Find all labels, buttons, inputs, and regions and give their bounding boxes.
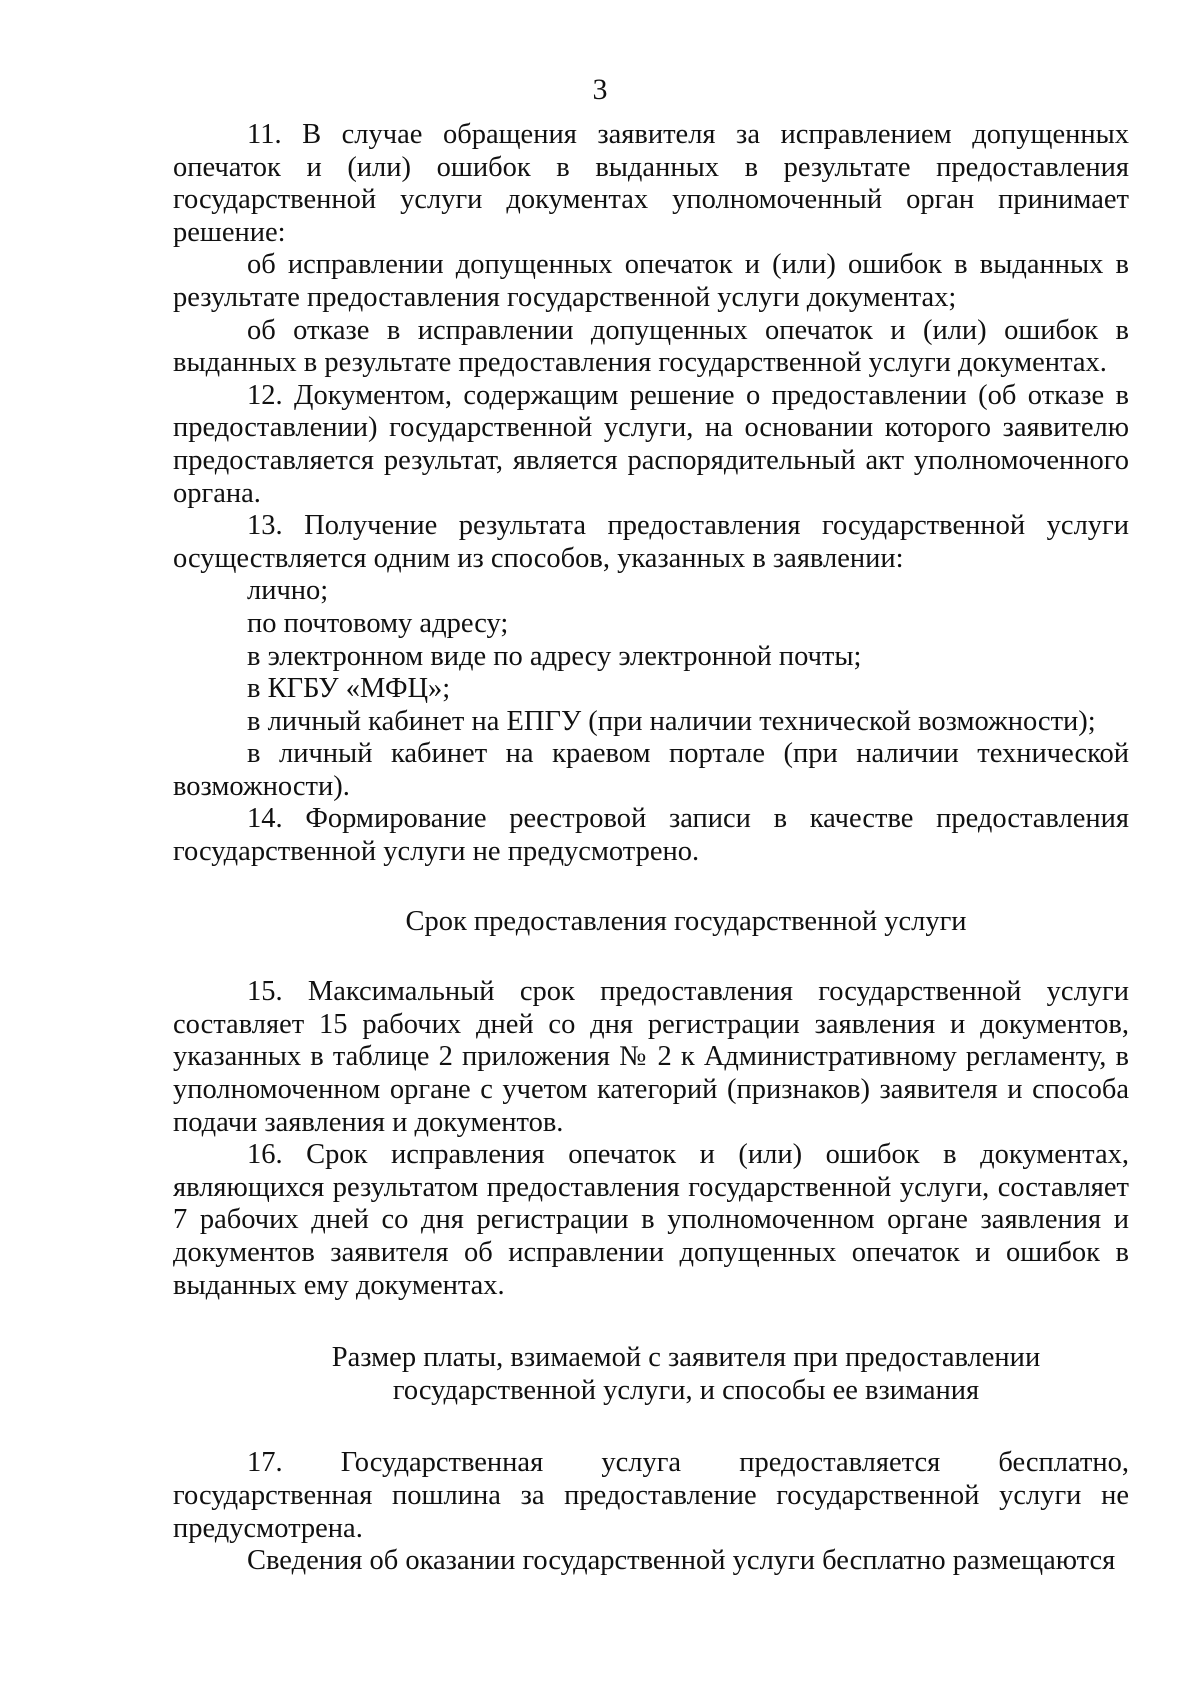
section-heading-term: Срок предоставления государственной услуги	[405, 905, 967, 937]
page-number: 3	[592, 73, 608, 106]
list-item-email: в электронном виде по адресу электронной почты;	[247, 640, 862, 672]
list-item-epgu: в личный кабинет на ЕПГУ (при наличии технической возможности);	[247, 705, 1096, 737]
paragraph-14: 14. Формирование реестровой записи в качестве предоставления государственной услуги не предусмотрено.	[173, 803, 1129, 868]
document-body	[173, 119, 1129, 1578]
section-heading-fee-line-2: государственной услуги, и способы ее взимания	[392, 1374, 980, 1406]
paragraph-15: 15. Максимальный срок предоставления государственной услуги составляет 15 рабочих дней со дня регистрации заявления и документов, указанных в таблице 2 приложения № 2 к Административному регламенту, в уполномоченном органе с учетом категорий (признаков) заявителя и способа подачи заявления и документов.	[173, 976, 1129, 1138]
paragraph-16: 16. Срок исправления опечаток и (или) ошибок в документах, являющихся результатом предоставления государственной услуги, составляет 7 рабочих дней со дня регистрации в уполномоченном органе заявления и документов заявителя об исправлении допущенных опечаток и ошибок в выданных ему документах.	[173, 1139, 1129, 1301]
section-heading-fee-line-1: Размер платы, взимаемой с заявителя при предоставлении	[331, 1342, 1041, 1374]
paragraph-11-option-correct: об исправлении допущенных опечаток и (или) ошибок в выданных в результате предоставления государственной услуги документах;	[173, 249, 1129, 313]
list-item-mfc: в КГБУ «МФЦ»;	[247, 673, 451, 705]
paragraph-fee-info: Сведения об оказании государственной услуги бесплатно размещаются	[247, 1545, 1116, 1577]
section-heading-fee	[173, 1342, 1129, 1407]
list-item-postal: по почтовому адресу;	[247, 607, 509, 639]
paragraph-11: 11. В случае обращения заявителя за исправлением допущенных опечаток и (или) ошибок в выданных в результате предоставления государственной услуги документах уполномоченный орган принимает решение:	[173, 119, 1129, 248]
paragraph-17: 17. Государственная услуга предоставляется бесплатно, государственная пошлина за предоставление государственной услуги не предусмотрена.	[173, 1447, 1129, 1544]
list-item-regional-portal: в личный кабинет на краевом портале (при наличии технической возможности).	[173, 738, 1129, 802]
paragraph-11-option-refuse: об отказе в исправлении допущенных опечаток и (или) ошибок в выданных в результате предоставления государственной услуги документах.	[173, 314, 1129, 379]
paragraph-13: 13. Получение результата предоставления государственной услуги осуществляется одним из способов, указанных в заявлении:	[173, 510, 1129, 574]
list-item-in-person: лично;	[247, 575, 329, 607]
paragraph-12: 12. Документом, содержащим решение о предоставлении (об отказе в предоставлении) государственной услуги, на основании которого заявителю предоставляется результат, является распорядительный акт уполномоченного органа.	[173, 379, 1129, 509]
